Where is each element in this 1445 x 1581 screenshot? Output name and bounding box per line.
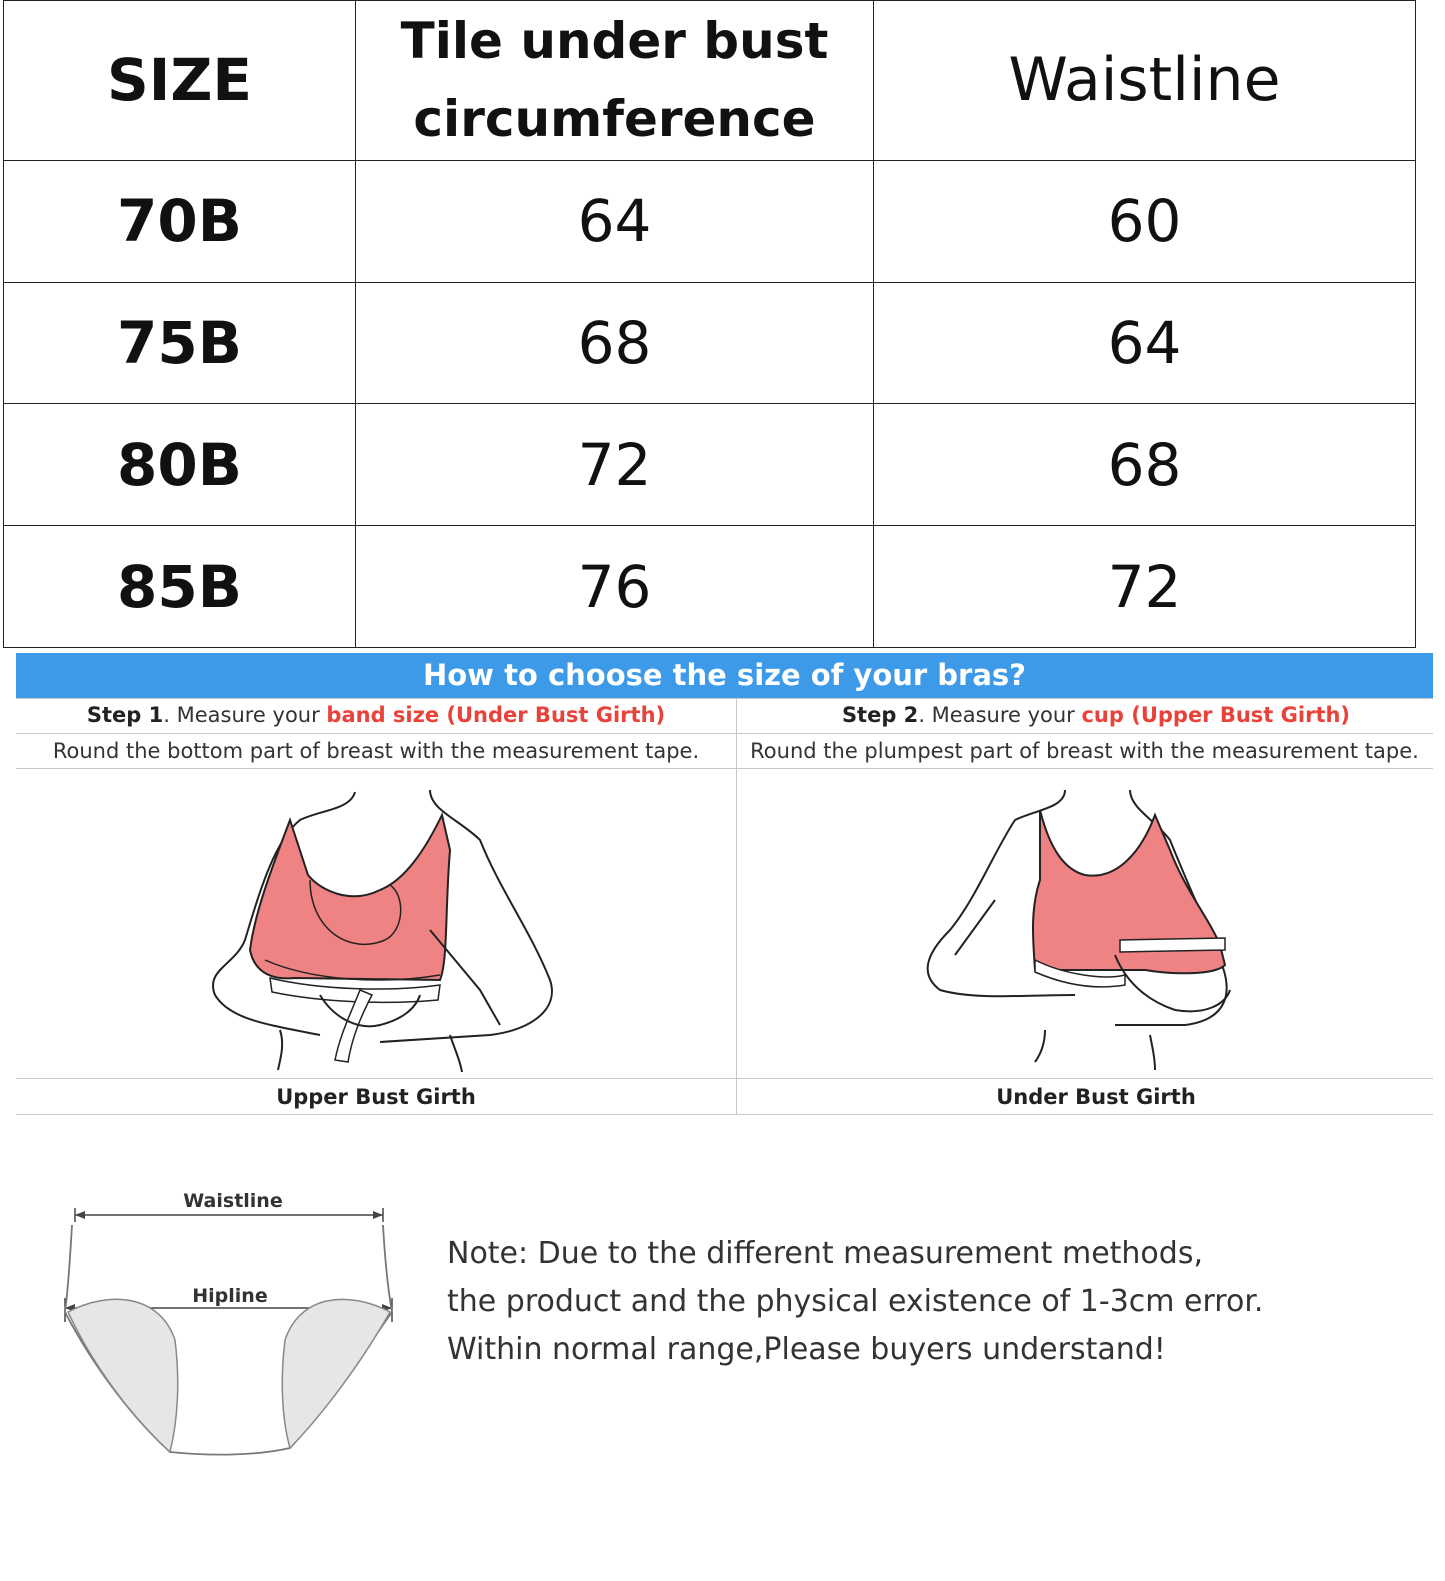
left-leg-opening — [68, 1299, 178, 1452]
table-row — [4, 282, 1416, 404]
step2-label: Step 2 — [841, 703, 919, 727]
step1-highlight: band size (Under Bust Girth) — [326, 703, 666, 727]
waistline-label: Waistline — [183, 1190, 283, 1212]
header-waistline: Waistline — [874, 1, 1416, 161]
note-line2: the product and the physical existence of 1-3cm error. — [447, 1284, 1264, 1319]
step1-label: Step 1 — [86, 703, 164, 727]
measurement-note — [447, 1230, 1407, 1374]
size-cell: 80B — [4, 404, 356, 526]
table-row — [4, 160, 1416, 282]
table-row — [4, 404, 1416, 526]
arrow-left-icon — [75, 1211, 85, 1219]
size-cell: 70B — [4, 160, 356, 282]
under-bust-cell: 64 — [356, 160, 874, 282]
waistline-cell: 60 — [874, 160, 1416, 282]
table-header-row — [4, 1, 1416, 161]
step1-caption: Upper Bust Girth — [276, 1085, 476, 1109]
arrow-right-icon — [373, 1211, 383, 1219]
cup-measure-illustration — [915, 780, 1255, 1075]
waistline-cell: 72 — [874, 526, 1416, 648]
step2-heading — [736, 698, 1445, 733]
briefs-measure-diagram — [50, 1180, 410, 1470]
hipline-label: Hipline — [192, 1285, 268, 1307]
size-cell: 75B — [4, 282, 356, 404]
step2-description: Round the plumpest part of breast with the measurement tape. — [750, 739, 1419, 763]
right-leg-opening — [282, 1299, 390, 1448]
note-line1: Note: Due to the different measurement methods, — [447, 1236, 1203, 1271]
waistline-cell: 68 — [874, 404, 1416, 526]
howto-title-bar: How to choose the size of your bras? — [16, 653, 1433, 698]
step1-heading — [16, 698, 736, 733]
under-bust-cell: 68 — [356, 282, 874, 404]
note-line3: Within normal range,Please buyers understand! — [447, 1332, 1166, 1367]
under-bust-cell: 76 — [356, 526, 874, 648]
band-measure-illustration — [200, 780, 570, 1075]
header-under-bust-line1: Tile under bust — [400, 12, 829, 71]
header-under-bust-line2: circumference — [413, 90, 816, 149]
size-chart-table — [3, 0, 1416, 648]
table-row — [4, 526, 1416, 648]
step1-description: Round the bottom part of breast with the measurement tape. — [52, 739, 700, 763]
step2-caption: Under Bust Girth — [996, 1085, 1196, 1109]
header-under-bust — [356, 1, 874, 161]
step2-highlight: cup (Upper Bust Girth) — [1081, 703, 1351, 727]
size-cell: 85B — [4, 526, 356, 648]
step2-text: . Measure your — [918, 703, 1082, 727]
waistline-cell: 64 — [874, 282, 1416, 404]
under-bust-cell: 72 — [356, 404, 874, 526]
step1-text: . Measure your — [163, 703, 327, 727]
header-size: SIZE — [4, 1, 356, 161]
